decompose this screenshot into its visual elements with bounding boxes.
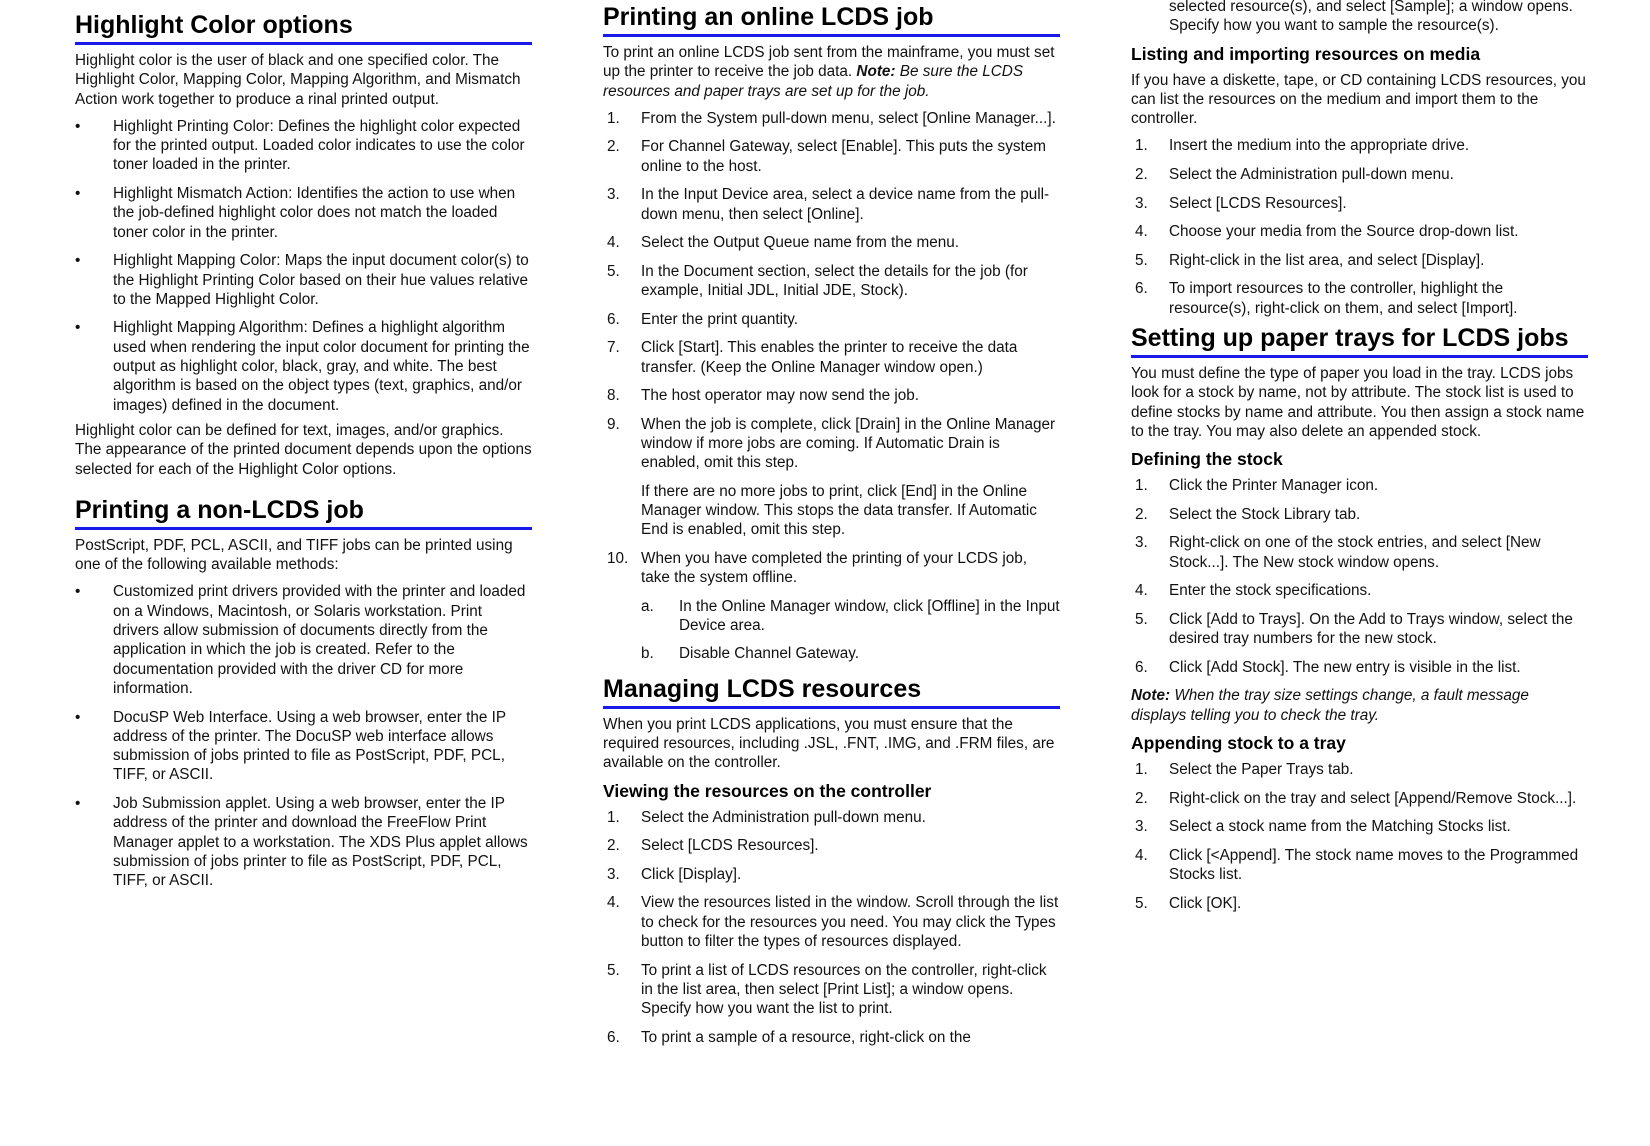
list-item: 2. Select the Stock Library tab. (1135, 505, 1361, 523)
list-item: a. In the Online Manager window, click [Offline] in the Input Device area. (641, 597, 1060, 634)
list-item: 3. Right-click on one of the stock entries, and select [New Stock...]. The New stock window opens. (1135, 534, 1541, 571)
list-item: 4. View the resources listed in the window. Scroll through the list to check for the resources you need. You may click the Types button to filter the types of resources displayed. (607, 894, 1059, 950)
managing-resources-intro: When you print LCDS applications, you must ensure that the required resources, including .JSL, .FNT, .IMG, and .FRM files, are available on the controller. (603, 715, 1055, 772)
highlight-options-list (75, 117, 532, 415)
list-item: 7. Click [Start]. This enables the printer to receive the data transfer. (Keep the Online Manager window open.) (607, 339, 1018, 376)
list-item: 6. Enter the print quantity. (607, 310, 799, 328)
list-item: 6. To import resources to the controller, highlight the resource(s), right-click on them, and select [Import]. (1135, 280, 1518, 317)
section-paper-trays (1131, 323, 1588, 913)
step-10-substeps (641, 597, 1060, 664)
non-lcds-methods-list (75, 582, 532, 890)
highlight-intro: Highlight color is the user of black and one specified color. The Highlight Color, Mapping Color, Mapping Algorithm, and Mismatch Action work together to produce a rinal printed output. (75, 52, 521, 108)
section-non-lcds (75, 495, 532, 891)
list-item: 1. Click the Printer Manager icon. (1135, 477, 1379, 495)
resource-sample-continuation: selected resource(s), and select [Sample]; a window opens. Specify how you want to sample the resource(s). (1169, 0, 1573, 35)
list-item: • Highlight Mismatch Action: Identifies the action to use when the job-defined highlight color does not match the loaded toner color in the printer. (75, 185, 516, 241)
list-item: 5. To print a list of LCDS resources on the controller, right-click in the list area, then select [Print List]; a window opens. Specify how you want the list to print. (607, 961, 1047, 1018)
section-highlight-color (75, 10, 532, 479)
heading-printing-online-lcds-job: Printing an online LCDS job (603, 2, 1060, 37)
list-item: 2. For Channel Gateway, select [Enable]. This puts the system online to the host. (607, 138, 1046, 175)
list-item: 3. Select [LCDS Resources]. (1135, 194, 1347, 212)
list-item: • DocuSP Web Interface. Using a web browser, enter the IP address of the printer. The DocuSP web interface allows submission of jobs printed to file as PostScript, PDF, PCL, TIFF, or ASCII. (75, 708, 506, 784)
list-item: 5. Right-click in the list area, and select [Display]. (1135, 251, 1485, 269)
list-item: 5. In the Document section, select the details for the job (for example, Initial JDL, Initial JDE, Stock). (607, 262, 1028, 300)
heading-highlight-color-options: Highlight Color options (75, 10, 532, 45)
list-item: 2. Select [LCDS Resources]. (607, 837, 819, 855)
list-item: b. Disable Channel Gateway. (641, 645, 859, 663)
column-2 (603, 2, 1060, 1056)
list-item: 2. Right-click on the tray and select [Append/Remove Stock...]. (1135, 789, 1577, 807)
subheading-listing-importing-media: Listing and importing resources on media (1131, 43, 1481, 64)
section-managing-lcds-resources (603, 674, 1060, 1047)
online-lcds-steps (603, 109, 1060, 664)
list-item: 1. Insert the medium into the appropriate drive. (1135, 137, 1470, 155)
paper-trays-intro: You must define the type of paper you load in the tray. LCDS jobs look for a stock by name, not by attribute. The stock list is used to define stocks by name and attribute. You then assign a stock name to the tray. You may also delete an appended stock. (1131, 365, 1585, 440)
media-intro: If you have a diskette, tape, or CD containing LCDS resources, you can list the resources on the medium and import them to the controller. (1131, 71, 1586, 128)
list-item: 4. Choose your media from the Source drop-down list. (1135, 223, 1519, 241)
list-item: • Job Submission applet. Using a web browser, enter the IP address of the printer and download the FreeFlow Print Manager applet to a workstation. The XDS Plus applet allows submission of jobs printer to file as PostScript, PDF, PCL, TIFF, or ASCII. (75, 794, 528, 890)
column-3 (1131, 0, 1588, 922)
list-item: 3. In the Input Device area, select a device name from the pull-down menu, then select [Online]. (607, 186, 1050, 223)
section-media-resources (1131, 44, 1588, 318)
list-item: 1. Select the Administration pull-down menu. (607, 808, 926, 826)
list-item: • Highlight Mapping Color: Maps the input document color(s) to the Highlight Printing Color based on their hue values relative to the Mapped Highlight Color. (75, 252, 529, 308)
non-lcds-intro: PostScript, PDF, PCL, ASCII, and TIFF jobs can be printed using one of the following available methods: (75, 536, 513, 574)
section-online-lcds (603, 2, 1060, 664)
subheading-appending-stock: Appending stock to a tray (1131, 732, 1346, 753)
list-item: • Highlight Printing Color: Defines the highlight color expected for the printed output. Loaded color indicates to use the color toner loaded in the printer. (75, 117, 525, 174)
list-item: 10. When you have completed the printing of your LCDS job, take the system offline. a. In the Online Manager window, click [Offline] in the Input Device area. b. Disable Channel Gateway. (607, 549, 1060, 663)
list-item: 4. Click [<Append]. The stock name moves to the Programmed Stocks list. (1135, 846, 1579, 884)
list-item: • Customized print drivers provided with the printer and loaded on a Windows, Macintosh, or Solaris workstation. Print drivers allow submission of documents directly from the application in which the job is created. Refer to the documentation provided with the driver CD for more information. (75, 583, 526, 697)
list-item: 5. Click [OK]. (1135, 894, 1242, 912)
heading-printing-non-lcds-job: Printing a non-LCDS job (75, 495, 532, 530)
list-item: 1. From the System pull-down menu, select [Online Manager...]. (607, 109, 1056, 127)
viewing-resources-steps (603, 808, 1060, 1047)
appending-stock-steps (1131, 760, 1588, 913)
list-item: 3. Click [Display]. (607, 865, 742, 883)
highlight-outro: Highlight color can be defined for text, images, and/or graphics. The appearance of the printed document depends upon the options selected for each of the Highlight Color options. (75, 421, 532, 478)
list-item: 1. Select the Paper Trays tab. (1135, 760, 1354, 778)
subheading-viewing-resources: Viewing the resources on the controller (603, 780, 932, 801)
online-lcds-intro: To print an online LCDS job sent from the mainframe, you must set up the printer to receive the job data. Note: Be sure the LCDS resources and paper trays are set up for the job. (603, 44, 1055, 100)
step-9-continuation: If there are no more jobs to print, click [End] in the Online Manager window. This stops the data transfer. If Automatic End is enabled, omit this step. (641, 482, 1037, 539)
list-item: 6. To print a sample of a resource, right-click on the (607, 1028, 971, 1046)
list-item: 4. Select the Output Queue name from the menu. (607, 234, 960, 252)
list-item: • Highlight Mapping Algorithm: Defines a highlight algorithm used when rendering the input color document for printing the output as highlight color, black, gray, and white. The best algorithm is based on the object types (text, graphics, and/or images) defined in the document. (75, 319, 530, 414)
list-item: 4. Enter the stock specifications. (1135, 582, 1372, 600)
column-1 (75, 10, 532, 900)
media-steps (1131, 136, 1588, 318)
defining-stock-steps (1131, 476, 1588, 677)
list-item: 3. Select a stock name from the Matching Stocks list. (1135, 818, 1511, 836)
list-item: 9. When the job is complete, click [Drain] in the Online Manager window if more jobs are coming. If Automatic Drain is enabled, omit this step. If there are no more jobs to print, click [End] in the Online Manager window. This stops the data transfer. If Automatic End is enabled, omit this step. (603, 415, 1060, 540)
list-item: 5. Click [Add to Trays]. On the Add to Trays window, select the desired tray numbers for the new stock. (1135, 610, 1573, 648)
list-item: 6. Click [Add Stock]. The new entry is visible in the list. (1135, 658, 1521, 676)
tray-size-note: Note: When the tray size settings change, a fault message displays telling you to check the tray. (1131, 687, 1529, 724)
subheading-defining-stock: Defining the stock (1131, 449, 1283, 470)
heading-managing-lcds-resources: Managing LCDS resources (603, 674, 1060, 709)
list-item: 8. The host operator may now send the job. (607, 387, 920, 405)
heading-setting-up-paper-trays: Setting up paper trays for LCDS jobs (1131, 323, 1588, 358)
list-item: 2. Select the Administration pull-down menu. (1135, 166, 1454, 184)
